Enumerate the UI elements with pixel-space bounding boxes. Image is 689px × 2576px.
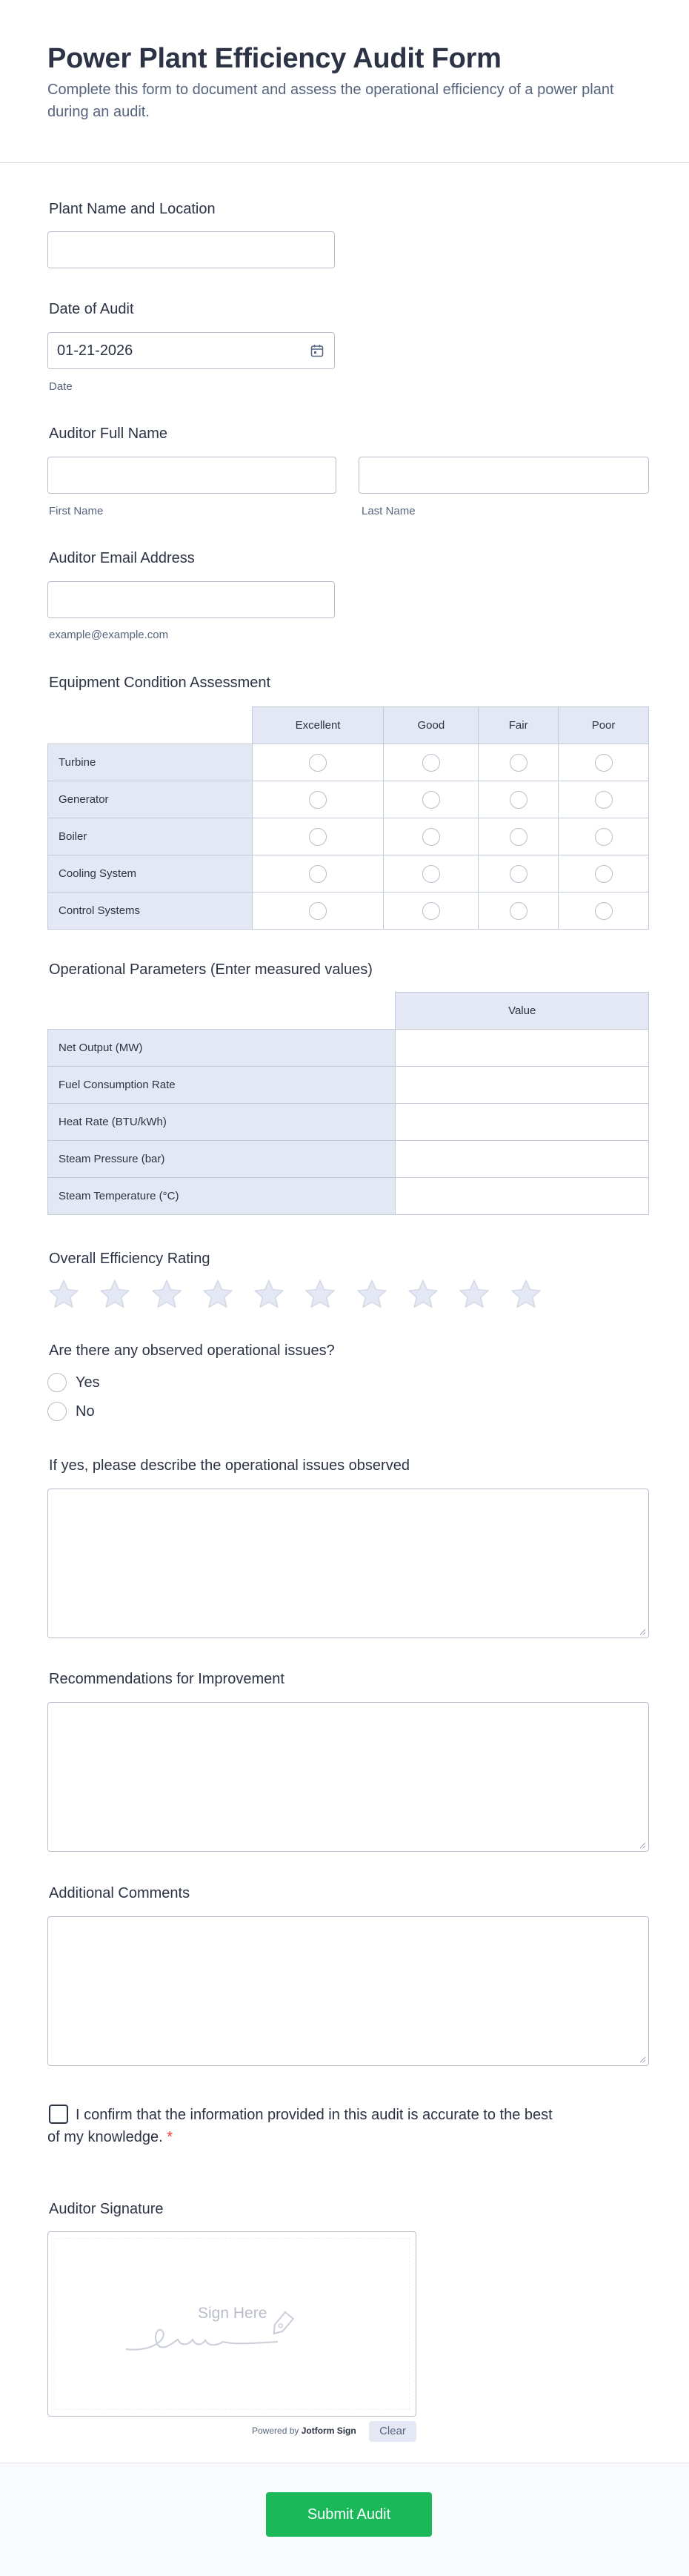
- value-input[interactable]: [396, 1178, 649, 1215]
- audit-date-sublabel: Date: [49, 380, 73, 393]
- star-icon[interactable]: [458, 1278, 490, 1311]
- table-row: [48, 1030, 649, 1067]
- equipment-label: Equipment Condition Assessment: [49, 675, 271, 691]
- row-label: Turbine: [48, 744, 253, 781]
- column-header: Good: [384, 707, 479, 744]
- star-icon[interactable]: [99, 1278, 131, 1311]
- issues-describe-textarea[interactable]: [47, 1489, 649, 1638]
- radio-button[interactable]: [47, 1373, 67, 1392]
- radio-button[interactable]: [422, 902, 440, 920]
- radio-button[interactable]: [595, 828, 613, 846]
- row-label: Fuel Consumption Rate: [48, 1067, 396, 1104]
- equipment-matrix: [47, 706, 649, 930]
- operational-matrix: [47, 992, 649, 1215]
- radio-button[interactable]: [309, 865, 327, 883]
- signature-pad[interactable]: [47, 2231, 416, 2417]
- equipment-header-row: [48, 707, 649, 744]
- recommendations-label: Recommendations for Improvement: [49, 1671, 284, 1687]
- row-label: Boiler: [48, 818, 253, 855]
- radio-button[interactable]: [309, 828, 327, 846]
- radio-button[interactable]: [595, 791, 613, 809]
- issues-label: Are there any observed operational issues?: [49, 1342, 335, 1359]
- auditor-email-label: Auditor Email Address: [49, 550, 195, 566]
- radio-button[interactable]: [510, 902, 527, 920]
- row-label: Generator: [48, 781, 253, 818]
- equipment-corner: [48, 707, 253, 744]
- radio-option-no[interactable]: [47, 1402, 95, 1421]
- radio-button[interactable]: [422, 754, 440, 772]
- radio-button[interactable]: [510, 828, 527, 846]
- audit-date-input[interactable]: [47, 332, 335, 369]
- table-row: [48, 1104, 649, 1141]
- radio-option-yes[interactable]: [47, 1373, 100, 1392]
- table-row: [48, 744, 649, 781]
- row-label: Steam Pressure (bar): [48, 1141, 396, 1178]
- powered-by: [252, 2426, 356, 2436]
- powered-brand: Jotform Sign: [301, 2426, 356, 2436]
- value-input[interactable]: [396, 1104, 649, 1141]
- plant-name-label: Plant Name and Location: [49, 201, 216, 217]
- radio-label: Yes: [76, 1374, 100, 1391]
- auditor-name-label: Auditor Full Name: [49, 426, 168, 442]
- form-subtitle: Complete this form to document and assess the operational efficiency of a power plant during an audit.: [47, 82, 614, 120]
- last-name-sublabel: Last Name: [362, 505, 416, 517]
- value-input[interactable]: [396, 1030, 649, 1067]
- column-header: Poor: [559, 707, 649, 744]
- comments-label: Additional Comments: [49, 1885, 190, 1901]
- table-row: [48, 781, 649, 818]
- last-name-input[interactable]: [359, 457, 649, 494]
- radio-button[interactable]: [422, 791, 440, 809]
- column-header: Excellent: [252, 707, 384, 744]
- row-label: Heat Rate (BTU/kWh): [48, 1104, 396, 1141]
- comments-textarea[interactable]: [47, 1916, 649, 2066]
- signature-label: Auditor Signature: [49, 2201, 164, 2217]
- required-mark: *: [167, 2129, 173, 2145]
- star-icon[interactable]: [202, 1278, 234, 1311]
- value-input[interactable]: [396, 1141, 649, 1178]
- column-header: Value: [396, 993, 649, 1030]
- calendar-icon[interactable]: [310, 344, 324, 357]
- signature-placeholder: Sign Here: [198, 2305, 267, 2322]
- submit-button[interactable]: Submit Audit: [266, 2492, 432, 2537]
- confirm-text: I confirm that the information provided in this audit is accurate to the best of my knowledge.: [47, 2107, 553, 2145]
- row-label: Net Output (MW): [48, 1030, 396, 1067]
- table-row: [48, 818, 649, 855]
- operational-label: Operational Parameters (Enter measured values): [49, 961, 373, 978]
- radio-button[interactable]: [595, 902, 613, 920]
- row-label: Steam Temperature (°C): [48, 1178, 396, 1215]
- resize-handle-icon[interactable]: [639, 1628, 646, 1635]
- column-header: Fair: [479, 707, 559, 744]
- radio-button[interactable]: [309, 902, 327, 920]
- audit-date-label: Date of Audit: [49, 301, 134, 317]
- radio-button[interactable]: [422, 828, 440, 846]
- radio-button[interactable]: [510, 754, 527, 772]
- row-label: Cooling System: [48, 855, 253, 893]
- star-icon[interactable]: [47, 1278, 80, 1311]
- value-input[interactable]: [396, 1067, 649, 1104]
- radio-button[interactable]: [595, 754, 613, 772]
- first-name-sublabel: First Name: [49, 505, 104, 517]
- clear-signature-button[interactable]: Clear: [369, 2421, 416, 2442]
- rating-label: Overall Efficiency Rating: [49, 1251, 210, 1267]
- form-header: [0, 0, 689, 163]
- resize-handle-icon[interactable]: [639, 2056, 646, 2063]
- star-icon[interactable]: [150, 1278, 183, 1311]
- radio-button[interactable]: [309, 791, 327, 809]
- star-icon[interactable]: [253, 1278, 285, 1311]
- resize-handle-icon[interactable]: [639, 1841, 646, 1849]
- powered-prefix: Powered by: [252, 2426, 299, 2436]
- table-row: [48, 1178, 649, 1215]
- table-row: [48, 893, 649, 930]
- table-row: [48, 1141, 649, 1178]
- confirm-label: [47, 2104, 566, 2148]
- row-label: Control Systems: [48, 893, 253, 930]
- radio-label: No: [76, 1403, 95, 1420]
- radio-button[interactable]: [510, 865, 527, 883]
- radio-button[interactable]: [595, 865, 613, 883]
- star-icon[interactable]: [510, 1278, 542, 1311]
- email-sublabel: example@example.com: [49, 629, 169, 641]
- table-row: [48, 855, 649, 893]
- radio-button[interactable]: [47, 1402, 67, 1421]
- radio-button[interactable]: [422, 865, 440, 883]
- operational-corner: [48, 993, 396, 1030]
- operational-header-row: [48, 993, 649, 1030]
- star-rating: [47, 1278, 561, 1311]
- email-input[interactable]: [47, 581, 335, 618]
- recommendations-textarea[interactable]: [47, 1702, 649, 1852]
- star-icon[interactable]: [407, 1278, 439, 1311]
- issues-describe-label: If yes, please describe the operational issues observed: [49, 1457, 410, 1474]
- form-title: Power Plant Efficiency Audit Form: [47, 43, 502, 74]
- first-name-input[interactable]: [47, 457, 336, 494]
- plant-name-input[interactable]: [47, 231, 335, 268]
- table-row: [48, 1067, 649, 1104]
- audit-date-value: 01-21-2026: [57, 342, 133, 359]
- star-icon[interactable]: [356, 1278, 388, 1311]
- radio-button[interactable]: [309, 754, 327, 772]
- radio-button[interactable]: [510, 791, 527, 809]
- star-icon[interactable]: [304, 1278, 336, 1311]
